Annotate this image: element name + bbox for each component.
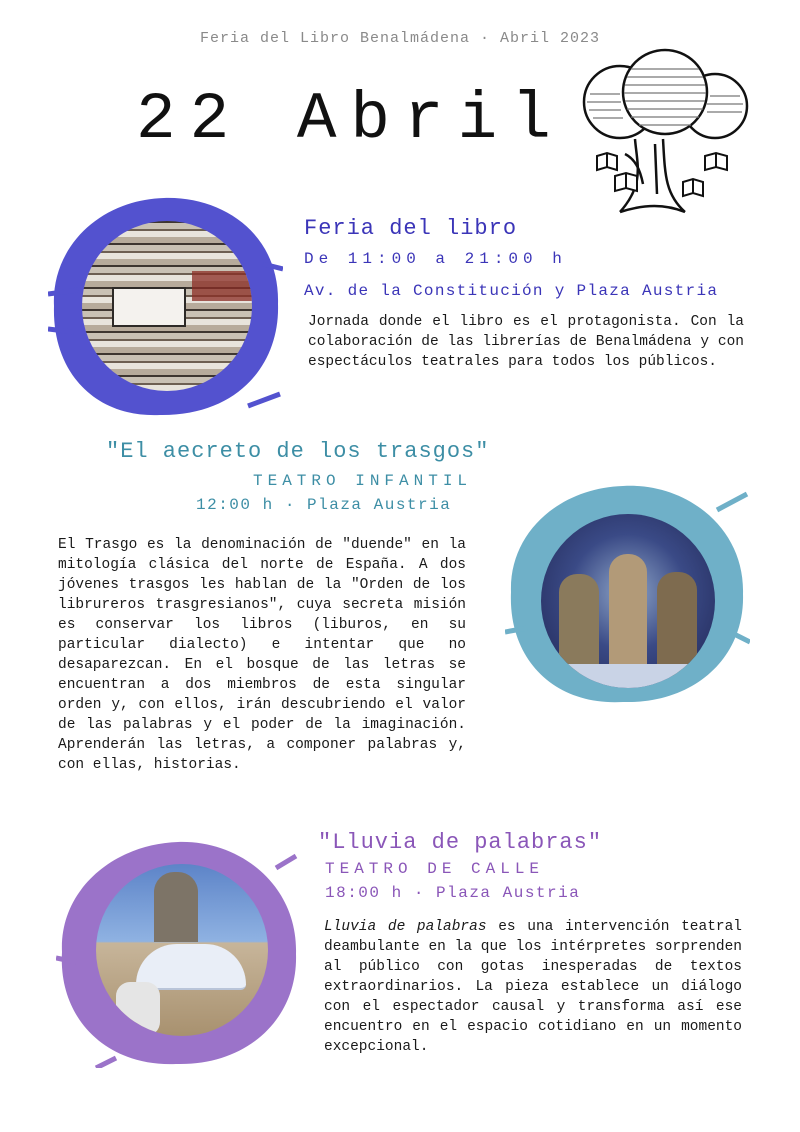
performer-with-umbrella-photo [96,864,268,1036]
event2-description: El Trasgo es la denominación de "duende" en la mitología clásica del norte de España. A dos jóvenes trasgos les hablan de la "Orden de los librureros trasgresianos", cuya secreta misión es conservar los libros (liburos, en su particular dialecto) e intentar que no desaparezcan. En el bosque de las letras se encuentran a dos miembros de esta singular orden y, con ellos, irán descubriendo el valor de las palabras y el poder de la imaginación. Aprenderán las letras, a componer palabras y, con ellas, historias. [58,537,466,773]
event3-time-place: 18:00 h · Plaza Austria [325,884,581,902]
event1-location: Av. de la Constitución y Plaza Austria [304,282,719,300]
page-date: 22 Abril [136,82,565,157]
event1-description: Jornada donde el libro es el protagonista. Con la colaboración de las librerías de Benalmádena y con espectáculos teatrales para todos los públicos. [308,314,744,370]
event1-title: Feria del libro [304,216,518,241]
book-tree-logo [565,44,755,219]
event1-image-group [48,194,283,419]
event3-description-title: Lluvia de palabras [324,919,487,935]
event3-title: "Lluvia de palabras" [318,830,603,855]
event2-title: "El aecreto de los trasgos" [106,439,490,464]
event3-category: TEATRO DE CALLE [325,860,545,878]
event2-time-place: 12:00 h · Plaza Austria [196,496,452,514]
event2-category: TEATRO INFANTIL [253,472,473,490]
event3-description-text: es una intervención teatral deambulante en la que los intérpretes sorprenden al público con gotas inesperadas de textos extraordinarios. La pieza establece un diálogo con el espectador causal y transforma así ese encuentro en el espacio cotidiano en un momento excepcional. [324,919,742,1055]
stacks-of-books-photo [82,221,252,391]
header-title: Feria del Libro Benalmádena · Abril 2023 [199,30,601,47]
event3-image-group [56,838,301,1068]
event3-description [324,917,742,1057]
event2-image-group [505,482,750,707]
trasgo-actors-on-stage-photo [541,514,715,688]
event1-time: De 11:00 a 21:00 h [304,250,567,268]
